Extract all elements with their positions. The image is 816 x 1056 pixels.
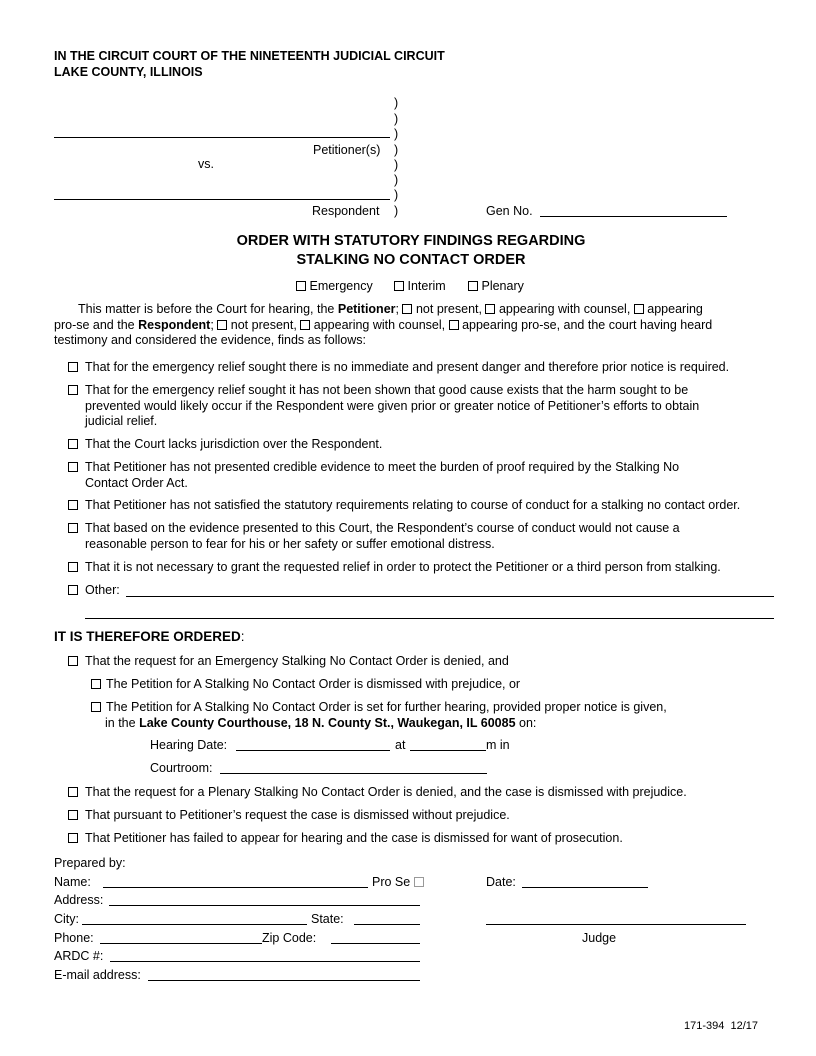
paren: ) [394, 112, 399, 126]
respondent-name-field[interactable] [54, 199, 390, 200]
order-text: on: [515, 716, 537, 730]
date-field[interactable] [522, 887, 648, 888]
ardc-label: ARDC #: [54, 949, 104, 963]
further-hearing-location [105, 716, 536, 730]
checkbox[interactable] [68, 439, 78, 449]
judge-label: Judge [582, 931, 617, 945]
intro-option: appearing with counsel, [313, 318, 446, 332]
checkbox[interactable] [68, 362, 78, 372]
order-text: The Petition for A Stalking No Contact Order is dismissed with prejudice, or [106, 677, 521, 691]
city-label: City: [54, 912, 79, 926]
order-text: That pursuant to Petitioner’s request the case is dismissed without prejudice. [85, 808, 510, 822]
paren: ) [394, 143, 399, 157]
phone-label: Phone: [54, 931, 94, 945]
checkbox[interactable] [91, 702, 101, 712]
checkbox[interactable] [402, 304, 412, 314]
finding-text: That based on the evidence presented to this Court, the Respondent’s course of conduct would not cause a [85, 521, 680, 535]
email-label: E-mail address: [54, 968, 141, 982]
checkbox[interactable] [68, 787, 78, 797]
courthouse-address: Lake County Courthouse, 18 N. County St., Waukegan, IL 60085 [139, 716, 516, 730]
intro-option: appearing with counsel, [498, 302, 631, 316]
checkbox[interactable] [91, 679, 101, 689]
checkbox[interactable] [468, 281, 478, 291]
paren: ) [394, 204, 399, 218]
intro-option: appearing [647, 302, 703, 316]
finding-text: judicial relief. [85, 414, 158, 428]
order-type-label: Emergency [309, 279, 373, 293]
date-label: Date: [486, 875, 516, 889]
intro-text: pro-se and the [54, 318, 139, 332]
finding-text: That for the emergency relief sought it has not been shown that good cause exists that the harm sought to be [85, 383, 689, 397]
hearing-time-field[interactable] [410, 750, 486, 751]
form-no-text: 171-394 [684, 1020, 725, 1032]
finding-text: That Petitioner has not satisfied the statutory requirements relating to course of conduct for a stalking no contact order. [85, 498, 741, 512]
other-field-line2[interactable] [85, 618, 774, 619]
intro-line2 [54, 318, 712, 332]
address-field[interactable] [109, 905, 420, 906]
courtroom-field[interactable] [220, 773, 487, 774]
gen-no-field[interactable] [540, 216, 727, 217]
hearing-date-field[interactable] [236, 750, 390, 751]
order-type-label: Interim [407, 279, 446, 293]
order-type-interim[interactable] [394, 279, 446, 293]
checkbox[interactable] [414, 877, 424, 887]
order-text: The Petition for A Stalking No Contact Order is set for further hearing, provided proper notice is given, [106, 700, 667, 714]
finding-text: That Petitioner has not presented credible evidence to meet the burden of proof required by the Stalking No [85, 460, 680, 474]
petitioner-name-field[interactable] [54, 137, 390, 138]
checkbox[interactable] [394, 281, 404, 291]
intro-text: ; [395, 302, 399, 316]
checkbox[interactable] [449, 320, 459, 330]
intro-line1 [78, 302, 703, 316]
finding-text: That the Court lacks jurisdiction over the Respondent. [85, 437, 383, 451]
phone-field[interactable] [100, 943, 262, 944]
vs-label: vs. [198, 157, 214, 171]
prepared-by-label: Prepared by: [54, 856, 126, 870]
ordered-heading [54, 629, 245, 645]
name-field[interactable] [103, 887, 368, 888]
checkbox[interactable] [300, 320, 310, 330]
paren: ) [394, 173, 399, 187]
checkbox[interactable] [68, 462, 78, 472]
m-in-label: m in [486, 738, 510, 752]
order-type-emergency[interactable] [296, 279, 373, 293]
judge-signature-line[interactable] [486, 924, 746, 925]
form-number [684, 1020, 758, 1033]
intro-respondent: Respondent [138, 318, 211, 332]
intro-line3: testimony and considered the evidence, finds as follows: [54, 333, 366, 347]
checkbox[interactable] [634, 304, 644, 314]
intro-text: ; [210, 318, 214, 332]
court-name-line1: IN THE CIRCUIT COURT OF THE NINETEENTH JUDICIAL CIRCUIT [54, 49, 445, 63]
checkbox[interactable] [68, 585, 78, 595]
order-text: That Petitioner has failed to appear for hearing and the case is dismissed for want of prosecution. [85, 831, 623, 845]
finding-text: That for the emergency relief sought there is no immediate and present danger and therefore prior notice is required. [85, 360, 730, 374]
order-title-line1: ORDER WITH STATUTORY FINDINGS REGARDING [236, 233, 586, 249]
ordered-heading-colon: : [240, 629, 245, 644]
intro-petitioner: Petitioner [337, 302, 396, 316]
finding-text: That it is not necessary to grant the requested relief in order to protect the Petitioner or a third person from stalking. [85, 560, 721, 574]
checkbox[interactable] [485, 304, 495, 314]
gen-no-label: Gen No. [486, 204, 533, 218]
other-field-line1[interactable] [126, 596, 774, 597]
finding-text: Contact Order Act. [85, 475, 188, 490]
checkbox[interactable] [68, 500, 78, 510]
zip-field[interactable] [331, 943, 420, 944]
respondent-label: Respondent [312, 204, 380, 218]
zip-label: Zip Code: [262, 931, 317, 945]
order-title-line2: STALKING NO CONTACT ORDER [296, 252, 526, 268]
checkbox[interactable] [68, 656, 78, 666]
paren: ) [394, 127, 399, 141]
intro-option: not present, [230, 318, 297, 332]
at-label: at [395, 738, 406, 752]
order-text: That the request for a Plenary Stalking No Contact Order is denied, and the case is dismissed with prejudice. [85, 785, 687, 799]
checkbox[interactable] [68, 810, 78, 820]
order-text: That the request for an Emergency Stalking No Contact Order is denied, and [85, 654, 509, 668]
checkbox[interactable] [68, 562, 78, 572]
checkbox[interactable] [68, 523, 78, 533]
court-name-line2: LAKE COUNTY, ILLINOIS [54, 65, 203, 79]
order-type-plenary[interactable] [468, 279, 524, 293]
intro-option: not present, [415, 302, 482, 316]
paren: ) [394, 188, 399, 202]
checkbox[interactable] [68, 385, 78, 395]
intro-option: appearing pro-se, and the court having heard [462, 318, 713, 332]
order-type-label: Plenary [481, 279, 524, 293]
paren: ) [394, 96, 399, 110]
name-label: Name: [54, 875, 91, 889]
email-field[interactable] [148, 980, 420, 981]
petitioner-label: Petitioner(s) [313, 143, 381, 157]
other-label: Other: [85, 583, 120, 597]
city-field[interactable] [82, 924, 307, 925]
pro-se-label: Pro Se [372, 875, 411, 889]
checkbox[interactable] [217, 320, 227, 330]
ordered-heading-text: IT IS THEREFORE ORDERED [54, 629, 241, 644]
paren: ) [394, 158, 399, 172]
state-label: State: [311, 912, 344, 926]
courtroom-label: Courtroom: [150, 761, 213, 775]
order-text: in the [105, 716, 140, 730]
intro-text: This matter is before the Court for hearing, the [78, 302, 338, 316]
pro-se-option[interactable] [372, 875, 424, 889]
finding-text: prevented would likely occur if the Respondent were given prior or greater notice of Petitioner’s efforts to obtain [85, 398, 700, 413]
checkbox[interactable] [68, 833, 78, 843]
hearing-date-label: Hearing Date: [150, 738, 228, 752]
address-label: Address: [54, 893, 104, 907]
form-revision: 12/17 [730, 1020, 759, 1032]
finding-text: reasonable person to fear for his or her safety or suffer emotional distress. [85, 536, 495, 551]
checkbox[interactable] [296, 281, 306, 291]
ardc-field[interactable] [110, 961, 420, 962]
state-field[interactable] [354, 924, 420, 925]
